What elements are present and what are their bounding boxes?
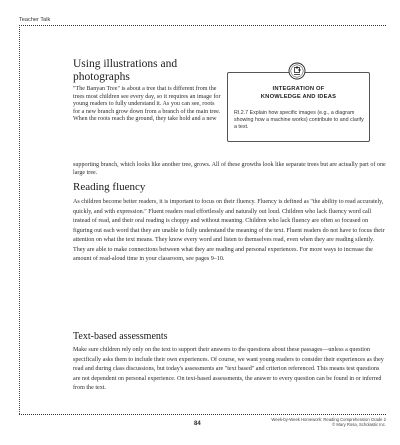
paragraph-illustrations-continued: supporting branch, which looks like another tree, grows. All of these growths look like separate trees but are actually part of one large tree. [73,162,386,176]
bottom-dotted-rule [19,414,386,415]
integration-title [227,86,370,101]
credit-line1: Week-by-Week Homework: Reading Comprehension Grade 2 [271,417,386,422]
footer-credit [226,417,386,428]
page-number: 84 [194,421,201,427]
integration-title-line2: KNOWLEDGE AND IDEAS [260,93,337,100]
paragraph-illustrations: "The Banyan Tree" is about a tree that is different from the trees most children see every day, so it requires an image for young readers to fully understand it. As you can see, roots for a new branch grow down from a branch of the main tree. When the roots reach the ground, they take hold and a new [73,86,221,123]
heading-illustrations: Using illustrations and photographs [73,58,178,83]
paragraph-text-based: Make sure children rely only on the text to support their answers to the questions about these passages—unless a question specifically asks them to include their own experiences. Of course, we want young readers to consider their experiences as they read and during class discussions, but today's assessments are "text based" and criterion referenced. This means test questions are not dependent on personal experience. On text-based assessments, the answer to every question can be found in or inferred from the text. [73,347,384,392]
integration-standard-text: RI.2.7 Explain how specific images (e.g., a diagram showing how a machine works) contribute to and clarify a text. [234,110,364,131]
integration-title-line1: INTEGRATION OF [272,86,325,92]
heading-text-based: Text-based assessments [73,331,168,342]
paragraph-fluency: As children become better readers, it is important to focus on their fluency. Fluency is defined as "the ability to read accurately, quickly, and with expression." Fluent readers read effortlessly and naturally out loud. Children who lack fluency word call instead of read, and their oral reading is choppy and without meaning. Children who lack fluency are often so focused on figuring out each word that they are unable to fully understand the meaning of the text. Fluent readers do not have to focus their attention on what the text means. They know every word and listen to themselves read, even when they are reading silently. They are able to make connections between what they are reading and personal experiences. For more ways to increase the amount of read-aloud time in your classroom, see pages 9–10. [73,199,385,262]
top-dotted-rule [19,25,386,26]
section-header: Teacher Talk [19,17,51,23]
puzzle-gear-icon [288,62,306,80]
heading-fluency: Reading fluency [73,181,146,193]
left-dotted-rule [19,25,20,414]
credit-line2: © Mary Rosa, Scholastic Inc. [332,422,386,428]
